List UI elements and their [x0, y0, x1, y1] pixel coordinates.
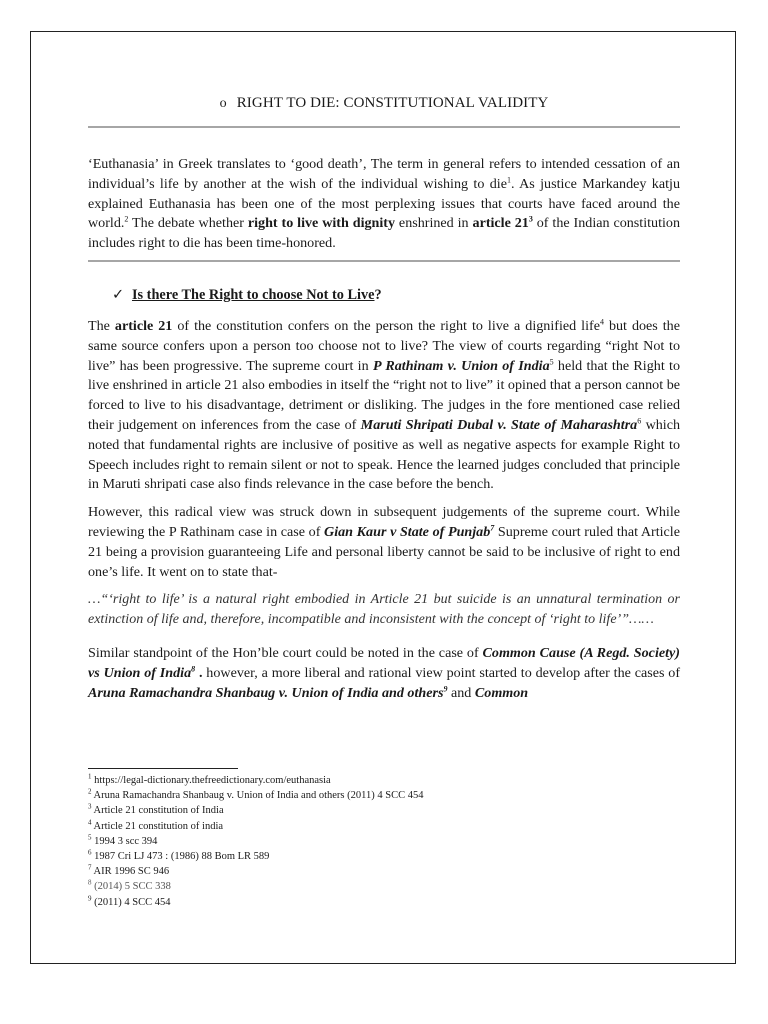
para4-text-2: . [195, 664, 203, 681]
footnote-text: Article 21 constitution of India [93, 805, 224, 817]
footnote-ref-4[interactable]: 4 [599, 317, 604, 327]
footnote-text: (2014) 5 SCC 338 [94, 881, 171, 893]
page-title [88, 92, 680, 114]
intro-text-2: . As justice Markandey katju explained Euthanasia has been one of the most perplexing issues that courts have faced around the world. [88, 175, 680, 232]
footnote-8 [88, 879, 680, 894]
case-common-continued: Common [474, 684, 529, 701]
footnote-6 [88, 849, 680, 864]
footnote-text: 1987 Cri LJ 473 : (1986) 88 Bom LR 589 [94, 851, 270, 863]
footnote-separator [88, 768, 238, 769]
paragraph-common-cause [88, 644, 680, 703]
case-aruna-shanbaug: Aruna Ramachandra Shanbaug v. Union of India and others [88, 684, 444, 701]
footnote-text[interactable]: https://legal-dictionary.thefreedictionary.com/euthanasia [94, 775, 331, 786]
document-body [88, 86, 680, 703]
intro-divider [88, 260, 680, 262]
footnote-ref-5[interactable]: 5 [549, 356, 554, 366]
footnote-1 [88, 773, 680, 788]
para4-text-1: Similar standpoint of the Hon’ble court could be noted in the case of [88, 644, 483, 661]
checkmark-icon: ✓ [112, 286, 124, 303]
footnote-text: (2011) 4 SCC 454 [94, 896, 171, 908]
title-divider [88, 126, 680, 128]
intro-paragraph [88, 155, 680, 254]
footnote-5 [88, 834, 680, 849]
footnote-number: 1 [88, 772, 92, 781]
case-p-rathinam: P Rathinam v. Union of India [372, 357, 550, 374]
intro-text-4: enshrined in [395, 215, 473, 232]
footnote-number: 9 [88, 894, 92, 903]
case-gian-kaur: Gian Kaur v State of Punjab [324, 523, 491, 540]
footnote-4 [88, 819, 680, 834]
footnote-ref-9[interactable]: 9 [443, 683, 448, 693]
footnote-number: 6 [88, 848, 92, 857]
para2-bold-article: article 21 [114, 317, 173, 334]
footnote-number: 5 [88, 833, 92, 842]
footnote-3 [88, 803, 680, 818]
footnote-9 [88, 895, 680, 910]
footnote-text: AIR 1996 SC 946 [93, 866, 170, 878]
block-quote: …“‘right to life’ is a natural right embodied in Article 21 but suicide is an unnatural termination or extinction of life and, therefore, incompatible and inconsistent with the concept of ‘right to life’”…… [88, 592, 680, 628]
case-maruti-shripati: Maruti Shripati Dubal v. State of Maharashtra [360, 416, 638, 433]
para2-text-4: held that the Right to live enshrined in article 21 also embodies in itself the “right not to live” it opined that a person cannot be forced to live to his disadvantage, detriment or disliking. The judges in the fore mentioned case relied their judgement on inferences from the case of [88, 357, 680, 433]
para3-text-1: However, this radical view was struck down in subsequent judgements of the supreme court. While reviewing the P Rathinam case in case of [88, 504, 680, 540]
section-heading-qmark: ? [374, 286, 382, 303]
footnote-number: 8 [88, 878, 92, 887]
footnote-ref-3[interactable]: 3 [528, 214, 533, 224]
footnote-number: 2 [88, 787, 92, 796]
para4-text-3: however, a more liberal and rational view point started to develop after the cases of [202, 664, 681, 681]
section-heading-text: Is there The Right to choose Not to Live [131, 286, 375, 303]
para2-text-5: which noted that fundamental rights are inclusive of positive as well as negative aspects for example Right to Speech includes right to remain silent or not to speak. Hence the learned judges concluded that principle in Maruti shripati case also finds relevance in the case before the bench. [88, 416, 681, 493]
footnote-number: 7 [88, 863, 92, 872]
intro-bold-article: article 21 [472, 215, 529, 232]
footnote-2 [88, 788, 680, 803]
para2-text-3: but does the same source confers upon a person too choose not to live? The view of courts regarding “right Not to live” has been progressive. The supreme court in [88, 317, 680, 374]
intro-text-5: of the Indian constitution includes right to die has been time-honored. [88, 215, 680, 252]
title-bullet: o [219, 96, 227, 111]
footnote-ref-2[interactable]: 2 [124, 214, 129, 224]
title-text: RIGHT TO DIE: CONSTITUTIONAL VALIDITY [236, 95, 549, 111]
case-common-cause: Common Cause (A Regd. Society) vs Union of India [88, 644, 680, 681]
paragraph-article-21 [88, 317, 680, 495]
footnote-ref-7[interactable]: 7 [490, 523, 495, 533]
intro-text-3: The debate whether [128, 215, 248, 232]
footnote-number: 4 [88, 818, 92, 827]
footnote-ref-8[interactable]: 8 [191, 664, 196, 674]
para2-text-2: of the constitution confers on the person the right to live a dignified life [172, 317, 600, 334]
footnote-text: Aruna Ramachandra Shanbaug v. Union of India and others (2011) 4 SCC 454 [93, 790, 424, 802]
footnote-text: 1994 3 scc 394 [94, 835, 158, 847]
section-heading [88, 285, 680, 305]
para4-text-4: and [447, 684, 475, 701]
paragraph-gian-kaur [88, 503, 680, 582]
footnote-text: Article 21 constitution of india [93, 820, 224, 832]
footnote-number: 3 [88, 802, 92, 811]
footnotes [88, 773, 680, 910]
para2-text-1: The [88, 317, 115, 334]
para3-text-2: Supreme court ruled that Article 21 being a provision guaranteeing Life and personal liberty cannot be said to be inclusive of right to end one’s life. It went on to state that- [88, 523, 680, 580]
footnote-ref-1[interactable]: 1 [506, 175, 511, 185]
intro-bold-dignity: right to live with dignity [247, 215, 396, 232]
footnote-ref-6[interactable]: 6 [637, 416, 642, 426]
footnote-7 [88, 864, 680, 879]
intro-text-1: ‘Euthanasia’ in Greek translates to ‘good death’, The term in general refers to intended cessation of an individual’s life by another at the wish of the individual wishing to die [88, 156, 680, 192]
